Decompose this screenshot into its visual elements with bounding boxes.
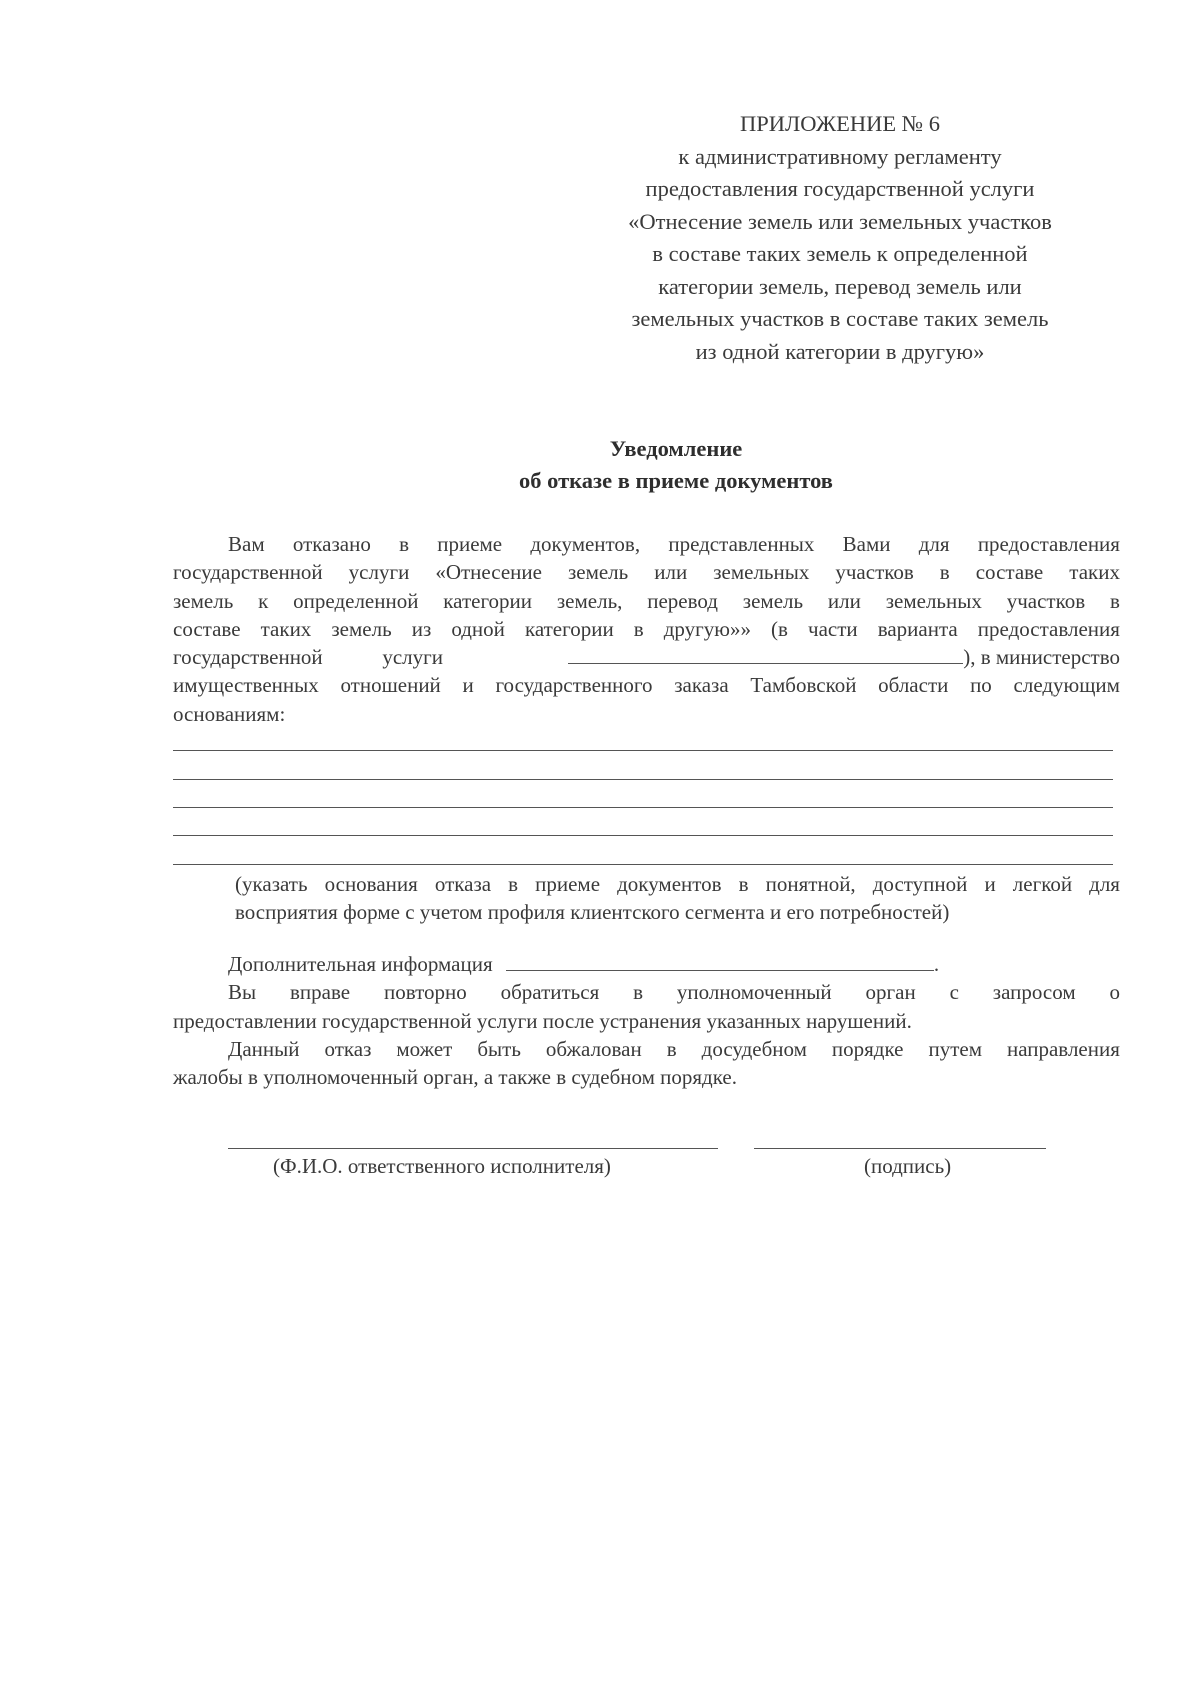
appendix-line: земельных участков в составе таких земель <box>631 306 1049 331</box>
document-body-lower <box>173 950 1120 1091</box>
word: обжалован <box>545 1036 642 1061</box>
word: другую»» <box>663 616 751 641</box>
word: государственной <box>173 560 323 585</box>
word: следующим <box>1013 673 1120 698</box>
paragraph-line <box>173 558 1120 586</box>
word: о <box>1109 980 1120 1005</box>
word: и <box>984 872 996 896</box>
word: перевод <box>647 588 718 613</box>
word: земель <box>173 588 234 613</box>
word: в <box>508 872 519 896</box>
reason-blank-line[interactable] <box>173 728 1120 756</box>
word: или <box>827 588 861 613</box>
word: легкой <box>1012 872 1073 896</box>
paragraph-line <box>173 1035 1120 1063</box>
word: (в <box>771 616 788 641</box>
reason-blank-line[interactable] <box>173 785 1120 813</box>
word: приеме <box>535 872 601 896</box>
word: документов <box>617 872 722 896</box>
word: категории <box>524 616 614 641</box>
word: заказа <box>674 673 729 698</box>
reason-blank-line[interactable] <box>173 813 1120 841</box>
word: Тамбовской <box>750 673 857 698</box>
paragraph-line: жалобы в уполномоченный орган, а также в судебном порядке. <box>173 1065 737 1090</box>
reason-hint <box>235 870 1120 927</box>
paragraph-line: предоставлении государственной услуги после устранения указанных нарушений. <box>173 1008 912 1033</box>
word: таких <box>1069 560 1120 585</box>
signature-blank[interactable] <box>754 1148 1046 1149</box>
word: предоставления <box>977 532 1120 556</box>
word: Данный <box>228 1036 300 1061</box>
document-body <box>173 530 1120 870</box>
service-blank-and-ministry <box>568 643 1120 671</box>
word: направления <box>1006 1036 1120 1061</box>
subtitle-line: об отказе в приеме документов <box>519 468 833 493</box>
paragraph-line <box>173 587 1120 615</box>
paragraph-line <box>173 530 1120 558</box>
word: для <box>918 532 950 556</box>
document-title <box>0 433 1200 497</box>
word: варианта <box>877 616 958 641</box>
word: услуги <box>348 560 410 585</box>
service-label <box>173 643 443 671</box>
word: Вам <box>228 532 265 556</box>
word: вправе <box>290 980 351 1005</box>
word: к <box>258 588 269 613</box>
word: «Отнесение <box>435 560 542 585</box>
word: определенной <box>293 588 419 613</box>
word: приеме <box>437 532 503 556</box>
word: в <box>1109 588 1120 613</box>
word: области <box>878 673 949 698</box>
word: государственной <box>173 645 323 670</box>
word: в <box>633 980 644 1005</box>
word: отношений <box>340 673 441 698</box>
word: отказ <box>324 1036 372 1061</box>
word: путем <box>928 1036 982 1061</box>
word: повторно <box>383 980 467 1005</box>
word: отказа <box>434 872 492 896</box>
word: уполномоченный <box>676 980 832 1005</box>
word: составе <box>173 616 241 641</box>
word: по <box>970 673 992 698</box>
word: таких <box>260 616 312 641</box>
word: из <box>411 616 432 641</box>
additional-info-line <box>173 950 1120 978</box>
word: понятной, <box>765 872 856 896</box>
title-line: Уведомление <box>609 436 743 461</box>
appendix-line: предоставления государственной услуги <box>645 176 1035 201</box>
word: земель, <box>556 588 623 613</box>
hint-line <box>235 870 1120 898</box>
appendix-line: к административному регламенту <box>678 143 1002 169</box>
word: представленных <box>668 532 815 556</box>
word: (указать <box>235 872 308 896</box>
word: запросом <box>992 980 1076 1005</box>
appendix-line: категории земель, перевод земель или <box>658 273 1022 299</box>
word: категории <box>443 588 533 613</box>
word: орган <box>865 980 916 1005</box>
word: государственного <box>495 673 653 698</box>
signature-caption: (подпись) <box>864 1154 952 1178</box>
executor-name-caption: (Ф.И.О. ответственного исполнителя) <box>273 1154 611 1178</box>
word: порядке <box>831 1036 904 1061</box>
word: или <box>654 560 688 585</box>
appendix-line: ПРИЛОЖЕНИЕ № 6 <box>739 111 941 136</box>
word: участков <box>1006 588 1086 613</box>
word: быть <box>477 1036 521 1061</box>
paragraph-line <box>173 615 1120 643</box>
additional-info-end: . <box>933 952 940 976</box>
hint-line: восприятия форме с учетом профиля клиентского сегмента и его потребностей) <box>235 900 950 925</box>
word: земельных <box>885 588 982 613</box>
word: может <box>396 1036 453 1061</box>
executor-name-blank[interactable] <box>228 1148 718 1149</box>
word: имущественных <box>173 673 319 698</box>
word: Вами <box>842 532 891 556</box>
word: земель <box>742 588 804 613</box>
word: составе <box>975 560 1044 585</box>
word: услуги <box>382 645 443 670</box>
paragraph-line: основаниям: <box>173 701 286 726</box>
word: части <box>808 616 858 641</box>
signature-row <box>228 1132 1048 1192</box>
paragraph-line <box>173 671 1120 699</box>
word: для <box>1089 872 1120 896</box>
word: и <box>462 673 474 698</box>
paragraph-line-with-blank <box>173 643 1120 671</box>
service-variant-blank[interactable] <box>568 645 963 664</box>
word: предоставления <box>977 616 1120 641</box>
word: досудебном <box>701 1036 807 1061</box>
word: в <box>738 872 749 896</box>
word: в <box>939 560 950 585</box>
word: земельных <box>713 560 810 585</box>
word: земель <box>331 616 392 641</box>
word: отказано <box>292 532 371 556</box>
additional-info-label: Дополнительная информация <box>228 952 493 976</box>
appendix-line: в составе таких земель к определенной <box>652 241 1028 266</box>
appendix-line: из одной категории в другую» <box>695 338 985 364</box>
word: документов, <box>530 532 641 556</box>
word: Вы <box>228 980 257 1005</box>
word: в <box>633 616 644 641</box>
reason-blank-line[interactable] <box>173 841 1120 869</box>
word: земель <box>567 560 629 585</box>
reason-blank-line[interactable] <box>173 756 1120 784</box>
word: доступной <box>872 872 968 896</box>
appendix-header <box>560 108 1120 368</box>
paragraph-line <box>173 978 1120 1006</box>
word: в <box>666 1036 677 1061</box>
word: в <box>399 532 409 556</box>
word: с <box>949 980 959 1005</box>
additional-info-blank[interactable] <box>506 952 934 971</box>
word: обратиться <box>500 980 600 1005</box>
word: основания <box>324 872 418 896</box>
word: одной <box>451 616 505 641</box>
closing-text: ), в министерство <box>963 645 1120 670</box>
appendix-line: «Отнесение земель или земельных участков <box>628 208 1052 234</box>
word: участков <box>835 560 914 585</box>
